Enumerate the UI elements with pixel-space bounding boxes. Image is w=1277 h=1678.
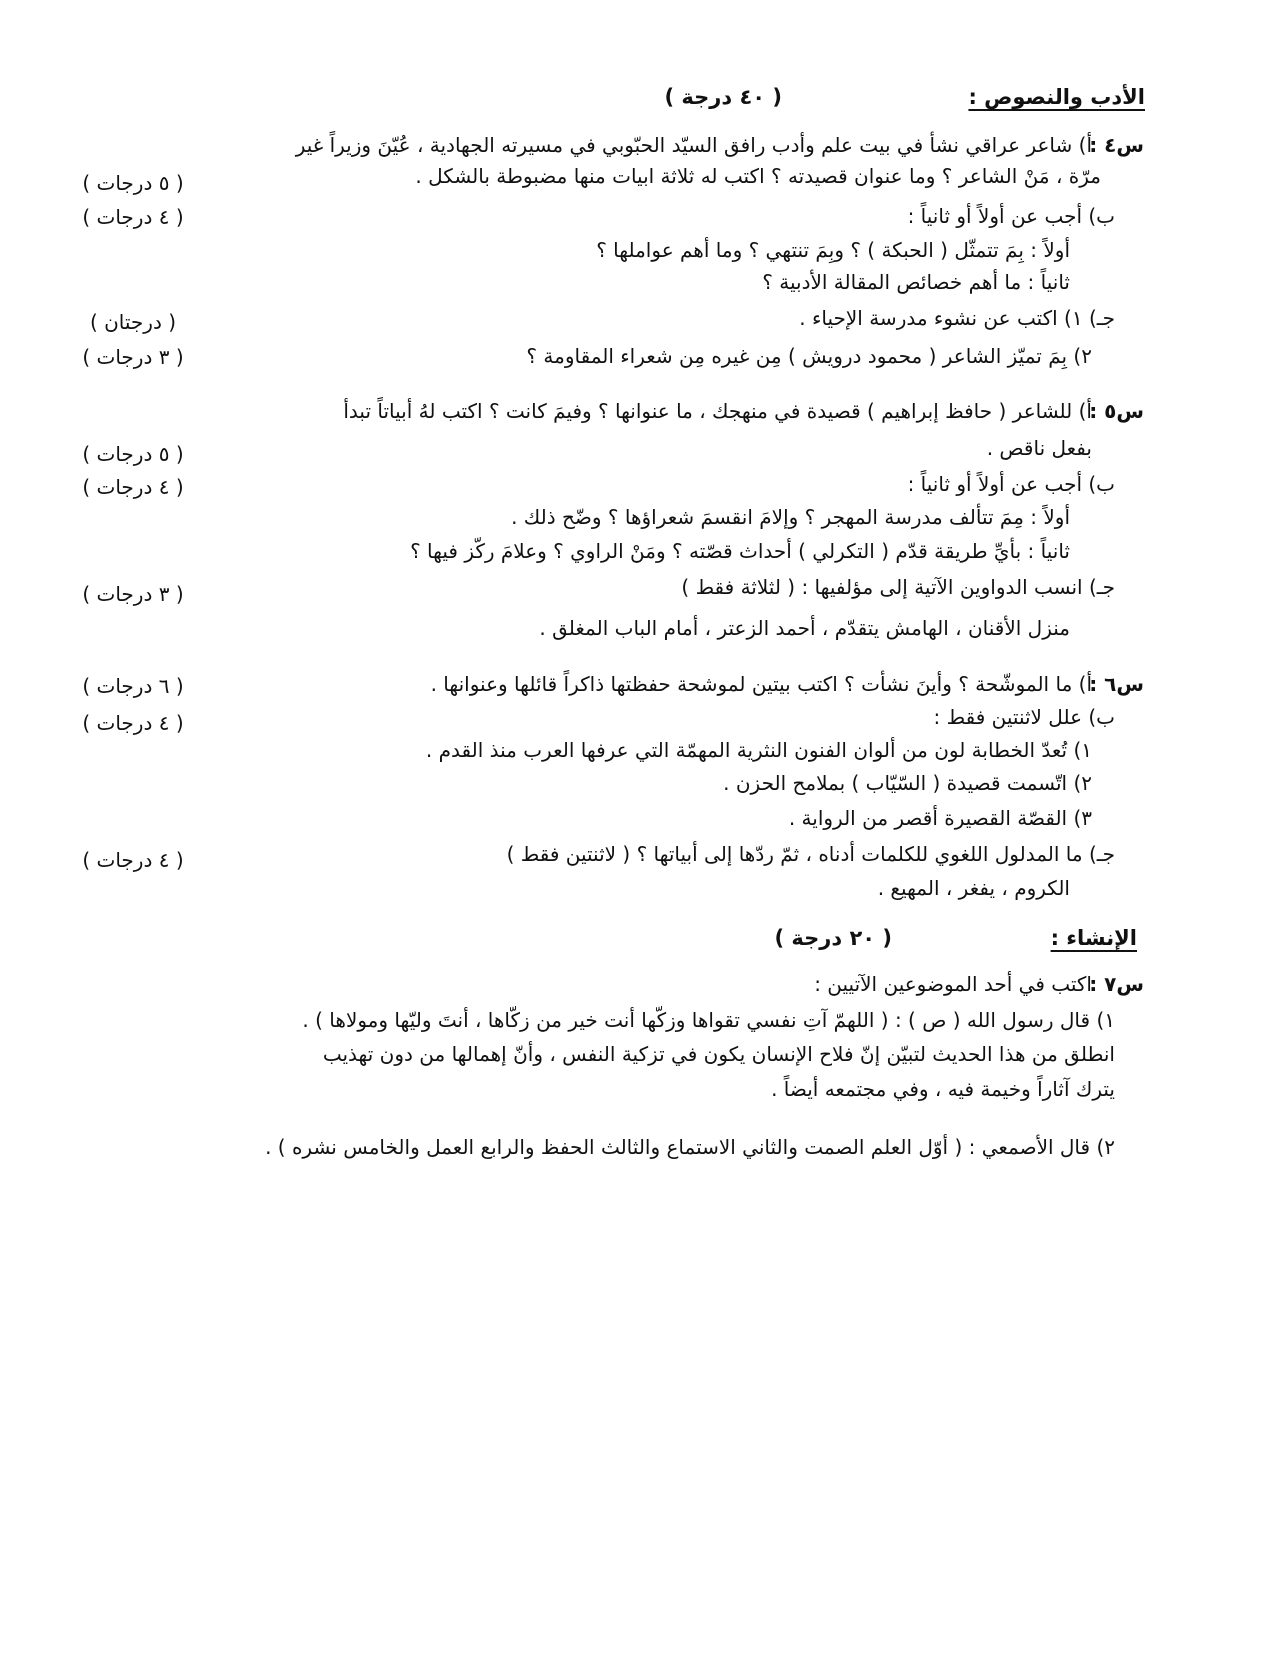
q6-b-line: ب) علل لاثنتين فقط : [933,705,1115,729]
q6-b-item3: ٣) القصّة القصيرة أقصر من الرواية . [788,806,1092,830]
q6-b-item2: ٢) اتّسمت قصيدة ( السّيّاب ) بملامح الحزن . [723,771,1092,795]
section-marks-composition: ( ٢٠ درجة ) [774,926,892,950]
q4-a-line2: مرّة ، مَنْ الشاعر ؟ وما عنوان قصيدته ؟ اكتب له ثلاثة ابيات منها مضبوطة بالشكل . [415,164,1101,188]
q4-a-line1: أ) شاعر عراقي نشأ في بيت علم وأدب رافق السيّد الحبّوبي في مسيرته الجهادية ، عُيّنَ وزيراً غير [295,133,1092,157]
q5-b-line: ب) أجب عن أولاً أو ثانياً : [907,472,1115,496]
q5-c-grade: ( ٣ درجات ) [82,582,184,606]
q4-b-second: ثانياً : ما أهم خصائص المقالة الأدبية ؟ [762,270,1070,294]
section-marks-literature: ( ٤٠ درجة ) [664,85,782,109]
q4-c-line2: ٢) بِمَ تميّز الشاعر ( محمود درويش ) مِن غيره مِن شعراء المقاومة ؟ [526,344,1092,368]
q7-topic1-line3: يترك آثاراً وخيمة فيه ، وفي مجتمعه أيضاً . [771,1077,1115,1101]
q4-c-line1: جـ) ١) اكتب عن نشوء مدرسة الإحياء . [799,306,1115,330]
q4-c-grade1: ( درجتان ) [89,310,177,334]
q5-b-grade: ( ٤ درجات ) [82,475,184,499]
q6-a-line: أ) ما الموشّحة ؟ وأينَ نشأت ؟ اكتب بيتين لموشحة حفظتها ذاكراً قائلها وعنوانها . [430,672,1092,696]
q6-c-line: جـ) ما المدلول اللغوي للكلمات أدناه ، ثمّ ردّها إلى أبياتها ؟ ( لاثنتين فقط ) [506,842,1115,866]
q5-b-second: ثانياً : بأيِّ طريقة قدّم ( التكرلي ) أحداث قصّته ؟ ومَنْ الراوي ؟ وعلامَ ركّز فيها ؟ [410,539,1070,563]
q4-b-line: ب) أجب عن أولاً أو ثانياً : [907,204,1115,228]
q5-a-line2: بفعل ناقص . [986,436,1092,460]
q5-a-grade: ( ٥ درجات ) [82,442,184,466]
section-title-composition: الإنشاء : [1050,926,1137,950]
q5-b-first: أولاً : مِمَ تتألف مدرسة المهجر ؟ وإلامَ انقسمَ شعراؤها ؟ وضّح ذلك . [511,505,1070,529]
q5-c-items: منزل الأقنان ، الهامش يتقدّم ، أحمد الزعتر ، أمام الباب المغلق . [539,616,1070,640]
q6-c-grade: ( ٤ درجات ) [82,848,184,872]
q4-b-grade: ( ٤ درجات ) [82,205,184,229]
q7-topic2-line: ٢) قال الأصمعي : ( أوّل العلم الصمت والثاني الاستماع والثالث الحفظ والرابع العمل والخامس نشره ) . [265,1135,1115,1159]
q6-a-grade: ( ٦ درجات ) [82,674,184,698]
q4-c-grade2: ( ٣ درجات ) [82,345,184,369]
q6-label: س٦ : [1089,672,1144,696]
q7-intro: اكتب في أحد الموضوعين الآتيين : [814,972,1092,996]
q5-c-line: جـ) انسب الدواوين الآتية إلى مؤلفيها : ( لثلاثة فقط ) [681,575,1115,599]
q7-topic1-line1: ١) قال رسول الله ( ص ) : ( اللهمّ آتِ نفسي تقواها وزكّها أنت خير من زكّاها ، أنتَ وليّها ومولاها ) . [302,1008,1115,1032]
q6-c-words: الكروم ، يفغر ، المهيع . [877,876,1070,900]
q4-b-first: أولاً : بِمَ تتمثّل ( الحبكة ) ؟ وبِمَ تنتهي ؟ وما أهم عواملها ؟ [596,238,1070,262]
q4-label: س٤ : [1089,133,1144,157]
q5-a-line1: أ) للشاعر ( حافظ إبراهيم ) قصيدة في منهجك ، ما عنوانها ؟ وفيمَ كانت ؟ اكتب لهُ أبياتاً تبدأ [343,399,1092,423]
q7-topic1-line2: انطلق من هذا الحديث لتبيّن إنّ فلاح الإنسان يكون في تزكية النفس ، وأنّ إهمالها من دون تهذيب [322,1042,1115,1066]
q6-b-item1: ١) تُعدّ الخطابة لون من ألوان الفنون النثرية المهمّة التي عرفها العرب منذ القدم . [425,738,1092,762]
q7-label: س٧ : [1089,972,1144,996]
q4-a-grade: ( ٥ درجات ) [82,171,184,195]
section-title-literature: الأدب والنصوص : [968,85,1145,109]
q5-label: س٥ : [1089,399,1144,423]
q6-b-grade: ( ٤ درجات ) [82,711,184,735]
